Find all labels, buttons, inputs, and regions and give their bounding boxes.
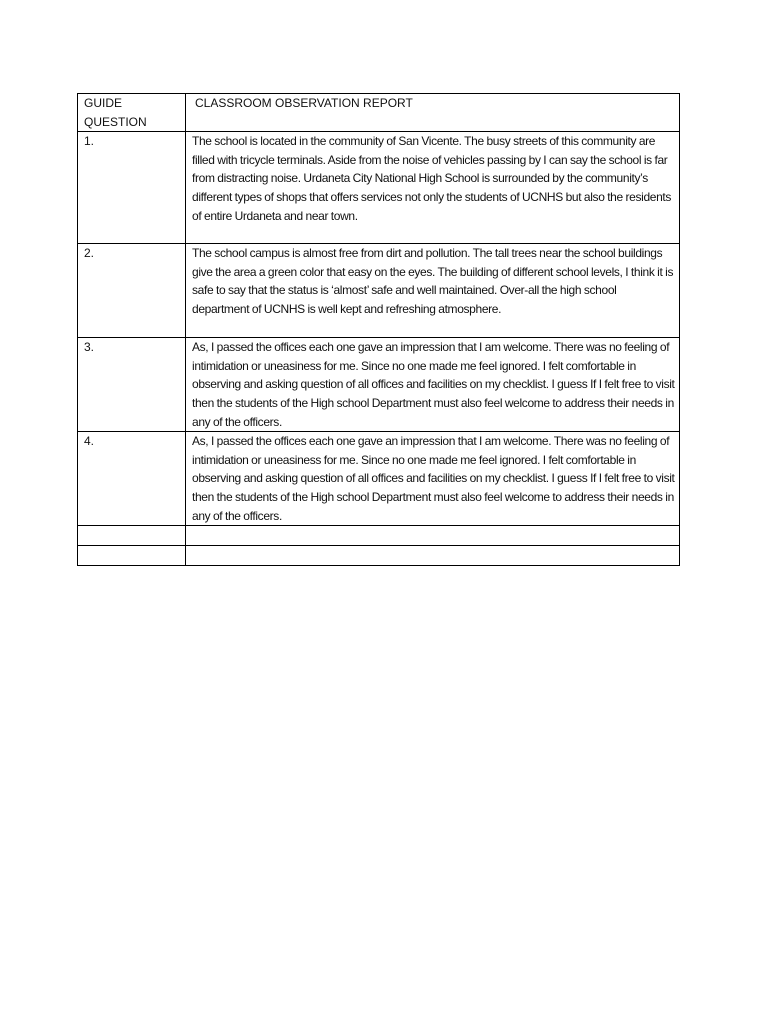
observation-text: As, I passed the offices each one gave an impression that I am welcome. There was no feeling of intimidation or uneasiness for me. Since no one made me feel ignored. I felt comfortable in observing and asking question of all offices and facilities on my checklist. I guess If I felt free to visit then the students of the High school Department must also feel welcome to address their needs in any of the officers. <box>186 432 680 526</box>
question-number: 4. <box>78 432 186 526</box>
observation-text: As, I passed the offices each one gave an impression that I am welcome. There was no feeling of intimidation or uneasiness for me. Since no one made me feel ignored. I felt comfortable in observing and asking question of all offices and facilities on my checklist. I guess If I felt free to visit then the students of the High school Department must also feel welcome to address their needs in any of the officers. <box>186 338 680 432</box>
empty-cell <box>78 526 186 546</box>
observation-text: The school campus is almost free from dirt and pollution. The tall trees near the school buildings give the area a green color that easy on the eyes. The building of different school levels, I think it is safe to say that the status is ‘almost’ safe and well maintained. Over-all the high school department of UCNHS is well kept and refreshing atmosphere. <box>186 244 680 338</box>
question-number: 1. <box>78 132 186 244</box>
question-number: 2. <box>78 244 186 338</box>
table-header-row <box>78 94 680 132</box>
observation-text: The school is located in the community of San Vicente. The busy streets of this community are filled with tricycle terminals. Aside from the noise of vehicles passing by I can say the school is far from distracting noise. Urdaneta City National High School is surrounded by the community’s different types of shops that offers services not only the students of UCNHS but also the residents of entire Urdaneta and near town. <box>186 132 680 244</box>
guide-question-header: GUIDE QUESTION <box>78 94 186 132</box>
table-row <box>78 432 680 526</box>
empty-cell <box>78 546 186 566</box>
observation-report-table <box>77 93 680 566</box>
empty-table-row <box>78 526 680 546</box>
empty-cell <box>186 546 680 566</box>
empty-table-row <box>78 546 680 566</box>
table-row <box>78 244 680 338</box>
question-number: 3. <box>78 338 186 432</box>
report-title-header: CLASSROOM OBSERVATION REPORT <box>186 94 680 132</box>
table-row <box>78 132 680 244</box>
empty-cell <box>186 526 680 546</box>
table-row <box>78 338 680 432</box>
